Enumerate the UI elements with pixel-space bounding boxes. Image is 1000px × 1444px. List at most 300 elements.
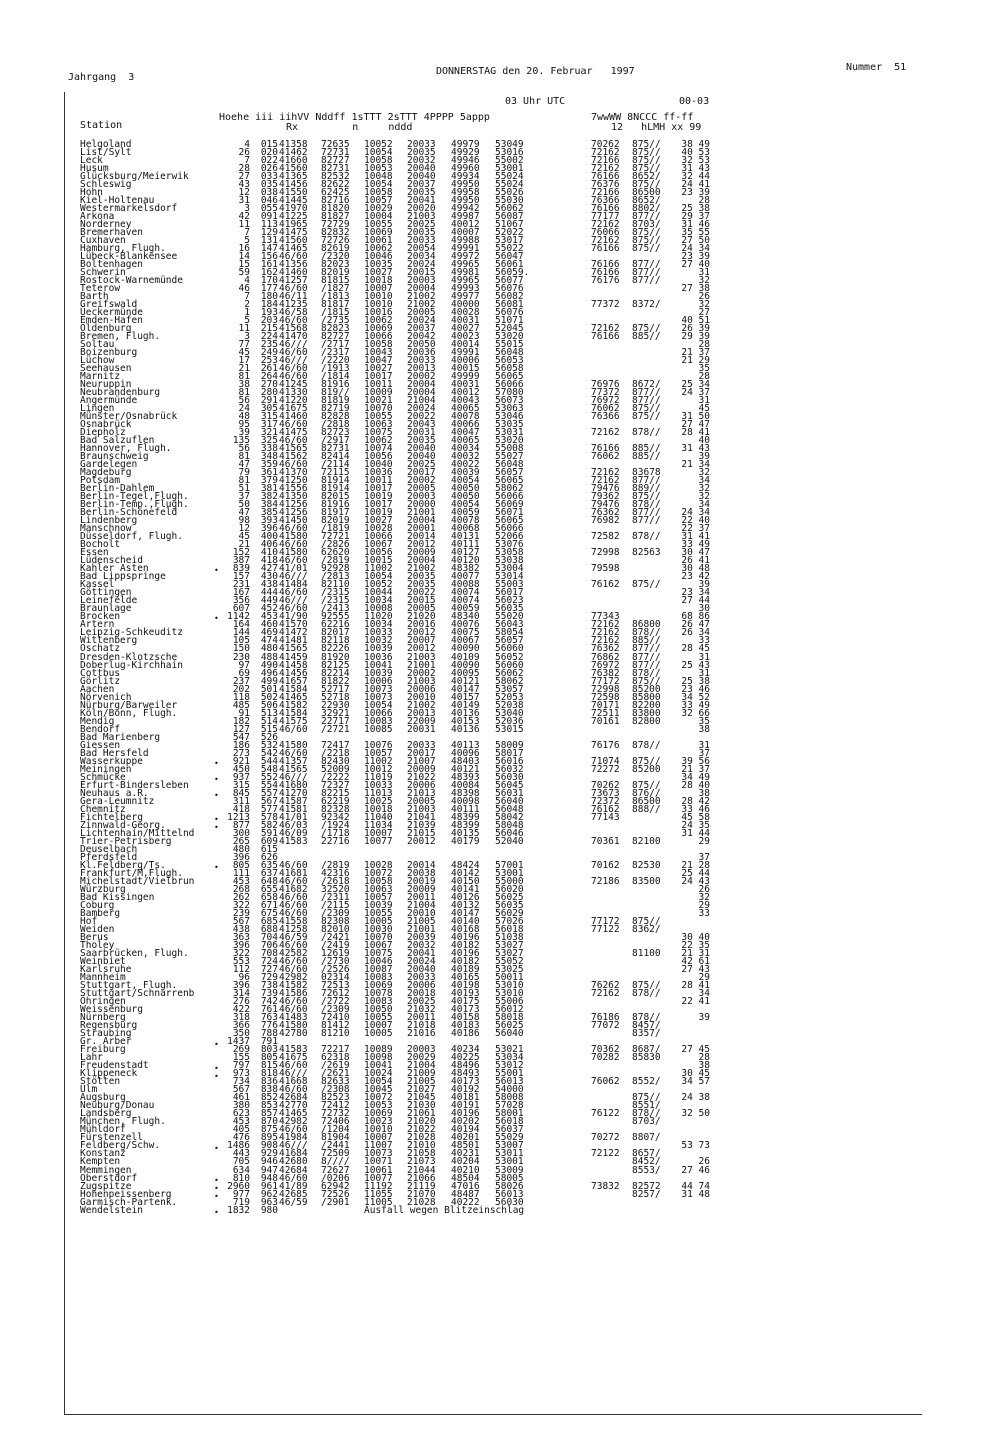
1sttt-value: 10030: [364, 924, 393, 936]
station-name: Berlin-Temp.,Flugh.: [80, 499, 189, 511]
iihvv-value: 42684: [279, 1092, 308, 1104]
4pppp-value: 48403: [451, 755, 480, 767]
1sttt-value: 10015: [364, 555, 393, 567]
ff-value: [676, 1199, 710, 1207]
ff-value: 28 45: [681, 643, 710, 655]
1sttt-value: 10034: [364, 619, 393, 631]
hoehe-value: 77: [238, 338, 250, 350]
iihvv-value: 41365: [279, 170, 308, 182]
8nccc-value: 877//: [632, 651, 661, 663]
1sttt-value: 10077: [364, 835, 393, 847]
1sttt-value: 10027: [364, 362, 393, 374]
iii-value: 908: [260, 1140, 278, 1152]
hoehe-value: 396: [232, 940, 250, 952]
5appp-value: 53009: [495, 1164, 524, 1176]
5appp-value: 54000: [495, 1084, 524, 1096]
1sttt-value: 10083: [364, 715, 393, 727]
hoehe-value: 47: [238, 507, 250, 519]
nddff-value: 82023: [321, 258, 350, 270]
1sttt-value: 10029: [364, 202, 393, 214]
7wwww-value: [591, 942, 631, 950]
4pppp-value: 40032: [451, 451, 480, 463]
iihvv-value: 41465: [279, 691, 308, 703]
station-name: Bremen, Flugh.: [80, 330, 161, 342]
nddff-value: /2722: [321, 996, 350, 1008]
nddff-value: /2901: [321, 1196, 350, 1208]
2sttt-value: 21003: [407, 651, 436, 663]
1sttt-value: 10008: [364, 603, 393, 615]
iihvv-value: 41475: [279, 427, 308, 439]
iihvv-value: 41456: [279, 178, 308, 190]
7wwww-value: 73832: [591, 1180, 620, 1192]
8nccc-value: 875//: [632, 138, 661, 150]
mountain-station-marker: •: [214, 1208, 219, 1218]
1sttt-value: 10040: [364, 459, 393, 471]
ff-value: 34 52: [681, 691, 710, 703]
iii-value: 671: [260, 899, 278, 911]
2sttt-value: 20054: [407, 242, 436, 254]
iii-value: 162: [260, 266, 278, 278]
8nccc-value: [632, 846, 682, 854]
ff-value: 28 41: [681, 980, 710, 992]
nddff-value: 81914: [321, 475, 350, 487]
7wwww-value: [591, 886, 631, 894]
ff-value: 21 29: [681, 354, 710, 366]
station-name: Lingen: [80, 403, 115, 415]
1sttt-value: 10052: [364, 579, 393, 591]
7wwww-value: 70272: [591, 1132, 620, 1144]
station-name: Nürburg/Barweiler: [80, 699, 178, 711]
5appp-value: 53049: [495, 138, 524, 150]
hoehe-value: 7: [244, 226, 250, 238]
station-heading: Station: [80, 120, 123, 131]
station-name: Köln/Bonn, Flugh.: [80, 707, 178, 719]
7wwww-value: [591, 726, 631, 734]
iihvv-value: 46/60: [279, 555, 308, 567]
iihvv-value: 41270: [279, 787, 308, 799]
ff-value: 28 42: [681, 795, 710, 807]
8nccc-value: 875//: [632, 242, 661, 254]
8nccc-value: 875//: [632, 154, 661, 166]
iihvv-value: 41560: [279, 234, 308, 246]
nddff-value: 72509: [321, 1148, 350, 1160]
2sttt-value: 20024: [407, 314, 436, 326]
iii-value: 488: [260, 651, 278, 663]
nddff-value: 72327: [321, 779, 350, 791]
hoehe-value: 262: [232, 891, 250, 903]
5appp-value: 51071: [495, 314, 524, 326]
ff-value: 27 47: [681, 419, 710, 431]
5appp-value: 55022: [495, 242, 524, 254]
7wwww-value: [591, 357, 631, 365]
4pppp-value: 40234: [451, 1044, 480, 1056]
8nccc-value: 875//: [632, 579, 661, 591]
5appp-value: 53021: [495, 1044, 524, 1056]
station-name: Braunschweig: [80, 451, 149, 463]
4pppp-value: 40182: [451, 940, 480, 952]
8nccc-value: 8452/: [632, 1156, 661, 1168]
5appp-value: 56065: [495, 475, 524, 487]
iii-value: 729: [260, 972, 278, 984]
column-subheadings: Rx n nddd: [286, 122, 413, 133]
5appp-value: 56060: [495, 659, 524, 671]
nddff-value: /1827: [321, 282, 350, 294]
nddff-value: /2320: [321, 250, 350, 262]
nddff-value: /1814: [321, 370, 350, 382]
station-name: Wendelstein: [80, 1204, 143, 1216]
1sttt-value: 10019: [364, 507, 393, 519]
hoehe-value: 269: [232, 1044, 250, 1056]
ff-value: 27 50: [681, 234, 710, 246]
2sttt-value: 20003: [407, 274, 436, 286]
hoehe-value: 202: [232, 683, 250, 695]
hoehe-value: 719: [232, 1196, 250, 1208]
4pppp-value: 40196: [451, 1108, 480, 1120]
iii-value: 452: [260, 603, 278, 615]
2sttt-value: 20033: [407, 354, 436, 366]
7wwww-value: [591, 597, 631, 605]
nddff-value: 81412: [321, 1020, 350, 1032]
2sttt-value: 20032: [407, 940, 436, 952]
5appp-value: 56082: [495, 290, 524, 302]
4pppp-value: 40153: [451, 715, 480, 727]
4pppp-value: 49981: [451, 266, 480, 278]
iihvv-value: 46/60: [279, 1124, 308, 1136]
iii-value: 490: [260, 659, 278, 671]
nddff-value: 82731: [321, 443, 350, 455]
4pppp-value: 49993: [451, 282, 480, 294]
2sttt-value: 20006: [407, 683, 436, 695]
ff-value: 32 50: [681, 1108, 710, 1120]
hoehe-value: 48: [238, 411, 250, 423]
7wwww-value: 79476: [591, 483, 620, 495]
iihvv-value: 42680: [279, 1156, 308, 1168]
7wwww-value: 76162: [591, 579, 620, 591]
station-name: Berus: [80, 932, 109, 944]
nddff-value: 72726: [321, 234, 350, 246]
iii-value: 177: [260, 282, 278, 294]
ff-value: 39 56: [681, 755, 710, 767]
2sttt-value: 21039: [407, 819, 436, 831]
2sttt-value: 21022: [407, 771, 436, 783]
iihvv-value: 46/60: [279, 419, 308, 431]
4pppp-value: 40098: [451, 795, 480, 807]
iihvv-value: 42780: [279, 1028, 308, 1040]
ff-value: 24 38: [681, 1092, 710, 1104]
iii-value: 929: [260, 1148, 278, 1160]
1sttt-value: 10035: [364, 258, 393, 270]
5appp-value: 58026: [495, 1180, 524, 1192]
ff-value: 37: [698, 851, 710, 863]
7wwww-value: 72372: [591, 795, 620, 807]
2sttt-value: 20032: [407, 154, 436, 166]
2sttt-value: 20033: [407, 138, 436, 150]
iii-value: 261: [260, 362, 278, 374]
nddff-value: 62425: [321, 186, 350, 198]
hoehe-value: 167: [232, 587, 250, 599]
iii-value: 396: [260, 523, 278, 535]
iihvv-value: 41256: [279, 507, 308, 519]
5appp-value: 52066: [495, 531, 524, 543]
nddff-value: 82010: [321, 924, 350, 936]
mountain-station-marker: •: [214, 823, 219, 833]
8nccc-value: 878//: [632, 627, 661, 639]
iii-value: 203: [260, 314, 278, 326]
station-name: Pferdsfeld: [80, 851, 138, 863]
1sttt-value: 10017: [364, 499, 393, 511]
5appp-value: 56018: [495, 1116, 524, 1128]
7wwww-value: 76062: [591, 451, 620, 463]
iihvv-value: 46/60: [279, 370, 308, 382]
hoehe-value: 1437: [227, 1036, 250, 1048]
nddff-value: 12619: [321, 948, 350, 960]
iihvv-value: 41465: [279, 242, 308, 254]
nddff-value: 82532: [321, 170, 350, 182]
ff-value: 32: [698, 491, 710, 503]
iii-value: 637: [260, 867, 278, 879]
1sttt-value: 10018: [364, 274, 393, 286]
2sttt-value: 20013: [407, 362, 436, 374]
iihvv-value: 41558: [279, 916, 308, 928]
7wwww-value: 76166: [591, 202, 620, 214]
nddff-value: 82019: [321, 515, 350, 527]
iihvv-value: 46/03: [279, 819, 308, 831]
iii-value: 962: [260, 1188, 278, 1200]
hoehe-value: 17: [238, 354, 250, 366]
nddff-value: 22930: [321, 699, 350, 711]
iii-value: 315: [260, 411, 278, 423]
nddff-value: 72412: [321, 1100, 350, 1112]
4pppp-value: 48487: [451, 1188, 480, 1200]
nddff-value: 82832: [321, 226, 350, 238]
4pppp-value: 40050: [451, 491, 480, 503]
1sttt-value: 10067: [364, 940, 393, 952]
ff-value: 33 49: [681, 699, 710, 711]
4pppp-value: 40031: [451, 378, 480, 390]
hoehe-value: 322: [232, 948, 250, 960]
ff-value: 68 86: [681, 611, 710, 623]
iii-value: 742: [260, 996, 278, 1008]
iihvv-value: 41465: [279, 1108, 308, 1120]
4pppp-value: 40074: [451, 595, 480, 607]
1sttt-value: 10058: [364, 186, 393, 198]
8nccc-value: 877//: [632, 258, 661, 270]
5appp-value: 50011: [495, 972, 524, 984]
iihvv-value: 46/60: [279, 539, 308, 551]
5appp-value: 56065: [495, 370, 524, 382]
2sttt-value: 21028: [407, 1132, 436, 1144]
iihvv-value: 46/60: [279, 891, 308, 903]
station-name: Bamberg: [80, 908, 121, 919]
hoehe-value: 268: [232, 883, 250, 895]
1sttt-value: 10039: [364, 667, 393, 679]
iihvv-value: 41462: [279, 146, 308, 158]
1sttt-value: 11192: [364, 1180, 393, 1192]
station-name: Bad Lippspringe: [80, 571, 166, 583]
2sttt-value: 20033: [407, 739, 436, 751]
ff-value: 38: [698, 1060, 710, 1072]
1sttt-value: [364, 846, 408, 854]
nddff-value: 72721: [321, 531, 350, 543]
iii-value: 675: [260, 908, 278, 919]
5appp-value: 56081: [495, 298, 524, 310]
5appp-value: 53016: [495, 146, 524, 158]
2sttt-value: 21016: [407, 1028, 436, 1040]
5appp-value: 56062: [495, 667, 524, 679]
4pppp-value: 49965: [451, 258, 480, 270]
nddff-value: /2526: [321, 964, 350, 976]
iihvv-value: 41357: [279, 755, 308, 767]
station-name: Schwerin: [80, 266, 126, 278]
iii-value: 803: [260, 1044, 278, 1056]
iihvv-value: 46/60: [279, 1172, 308, 1184]
ff-value: 27 38: [681, 282, 710, 294]
nddff-value: /1204: [321, 1124, 350, 1136]
nddff-value: 81820: [321, 202, 350, 214]
hoehe-value: 322: [232, 899, 250, 911]
station-name: Husum: [80, 162, 109, 174]
2sttt-value: 21028: [407, 1196, 436, 1208]
1sttt-value: 10024: [364, 1068, 393, 1080]
4pppp-value: 40198: [451, 980, 480, 992]
hoehe-value: 43: [238, 178, 250, 190]
1sttt-value: 10036: [364, 467, 393, 479]
8nccc-value: 875//: [632, 226, 661, 238]
7wwww-value: [591, 349, 631, 357]
iii-value: 291: [260, 395, 278, 406]
ff-value: 29: [698, 899, 710, 911]
1sttt-value: 10066: [364, 707, 393, 719]
iihvv-value: 41/89: [279, 1180, 308, 1192]
mountain-station-marker: •: [214, 1063, 219, 1073]
4pppp-value: 49991: [451, 346, 480, 358]
iii-value: 895: [260, 1132, 278, 1144]
2sttt-value: 20037: [407, 322, 436, 334]
hoehe-value: 2: [244, 298, 250, 310]
iii-value: 513: [260, 707, 278, 719]
hoehe-value: 51: [238, 483, 250, 495]
2sttt-value: 20035: [407, 226, 436, 238]
8nccc-value: 875//: [632, 322, 661, 334]
ff-value: 31: [698, 739, 710, 751]
nddff-value: 72627: [321, 1164, 350, 1176]
2sttt-value: 20011: [407, 1012, 436, 1024]
iihvv-value: 41575: [279, 715, 308, 727]
station-name: Leinefelde: [80, 595, 138, 607]
ff-value: 31 50: [681, 411, 710, 423]
7wwww-value: 72998: [591, 547, 620, 559]
hoehe-value: 450: [232, 763, 250, 775]
7wwww-value: 72166: [591, 154, 620, 166]
1sttt-value: 10019: [364, 491, 393, 503]
1sttt-value: 10069: [364, 1108, 393, 1120]
1sttt-value: 10069: [364, 980, 393, 992]
iihvv-value: 46///: [279, 1068, 308, 1080]
hoehe-value: 4: [244, 274, 250, 286]
hoehe-value: 45: [238, 531, 250, 543]
nddff-value: 81917: [321, 507, 350, 519]
5appp-value: 58018: [495, 1012, 524, 1024]
7wwww-value: 72162: [591, 162, 620, 174]
station-name: Landsberg: [80, 1108, 132, 1120]
4pppp-value: 40012: [451, 386, 480, 398]
hoehe-value: 2960: [227, 1180, 250, 1192]
station-name: Kassel: [80, 579, 115, 591]
5appp-value: 52038: [495, 699, 524, 711]
ff-value: 21 28: [681, 859, 710, 871]
nddff-value: 72635: [321, 138, 350, 150]
7wwww-value: 70262: [591, 138, 620, 150]
5appp-value: 56076: [495, 306, 524, 318]
ff-value: 31: [698, 395, 710, 406]
iii-value: 393: [260, 515, 278, 527]
8nccc-value: 875//: [632, 403, 661, 415]
4pppp-value: 40157: [451, 691, 480, 703]
ff-value: 26: [698, 883, 710, 895]
iii-value: 852: [260, 1092, 278, 1104]
8nccc-value: 878//: [632, 1108, 661, 1120]
4pppp-value: 48496: [451, 1060, 480, 1072]
nddff-value: 72417: [321, 739, 350, 751]
station-name: Fürstenzell: [80, 1132, 143, 1144]
2sttt-value: 21001: [407, 659, 436, 671]
nddff-value: [321, 846, 365, 854]
ff-value: 32: [698, 467, 710, 479]
hoehe-value: 315: [232, 779, 250, 791]
7wwww-value: [591, 1030, 631, 1038]
nddff-value: /2619: [321, 1060, 350, 1072]
2sttt-value: 20029: [407, 1052, 436, 1064]
2sttt-value: 20005: [407, 603, 436, 615]
1sttt-value: 10023: [364, 1116, 393, 1128]
1sttt-value: 11002: [364, 755, 393, 767]
ff-value: 30 45: [681, 1068, 710, 1080]
nddff-value: 82019: [321, 266, 350, 278]
hoehe-value: 387: [232, 555, 250, 567]
hoehe-value: 265: [232, 835, 250, 847]
nddff-value: /2309: [321, 908, 350, 919]
iii-value: 026: [260, 162, 278, 174]
nddff-value: 82723: [321, 427, 350, 439]
8nccc-value: [632, 902, 682, 910]
5appp-value: [495, 1207, 545, 1215]
station-name: Coburg: [80, 899, 115, 911]
iii-value: 161: [260, 258, 278, 270]
hoehe-value: 977: [232, 1188, 250, 1200]
iii-value: 947: [260, 1164, 278, 1176]
5appp-value: 56076: [495, 282, 524, 294]
1sttt-value: 10075: [364, 948, 393, 960]
station-name: Gardelegen: [80, 459, 138, 471]
ff-value: 34: [698, 988, 710, 1000]
hoehe-value: 314: [232, 988, 250, 1000]
nddff-value: 82622: [321, 178, 350, 190]
iii-value: 836: [260, 1076, 278, 1088]
4pppp-value: 40196: [451, 932, 480, 944]
5appp-value: 52045: [495, 322, 524, 334]
5appp-value: 56048: [495, 459, 524, 471]
7wwww-value: [591, 1086, 631, 1094]
iihvv-value: 46/60: [279, 1004, 308, 1016]
iihvv-value: [279, 846, 321, 854]
hoehe-value: 59: [238, 266, 250, 278]
hoehe-value: 81: [238, 386, 250, 398]
2sttt-value: 20040: [407, 964, 436, 976]
1sttt-value: 10005: [364, 916, 393, 928]
station-name: Diepholz: [80, 427, 126, 439]
4pppp-value: [451, 1207, 495, 1215]
ff-value: 27 40: [681, 258, 710, 270]
